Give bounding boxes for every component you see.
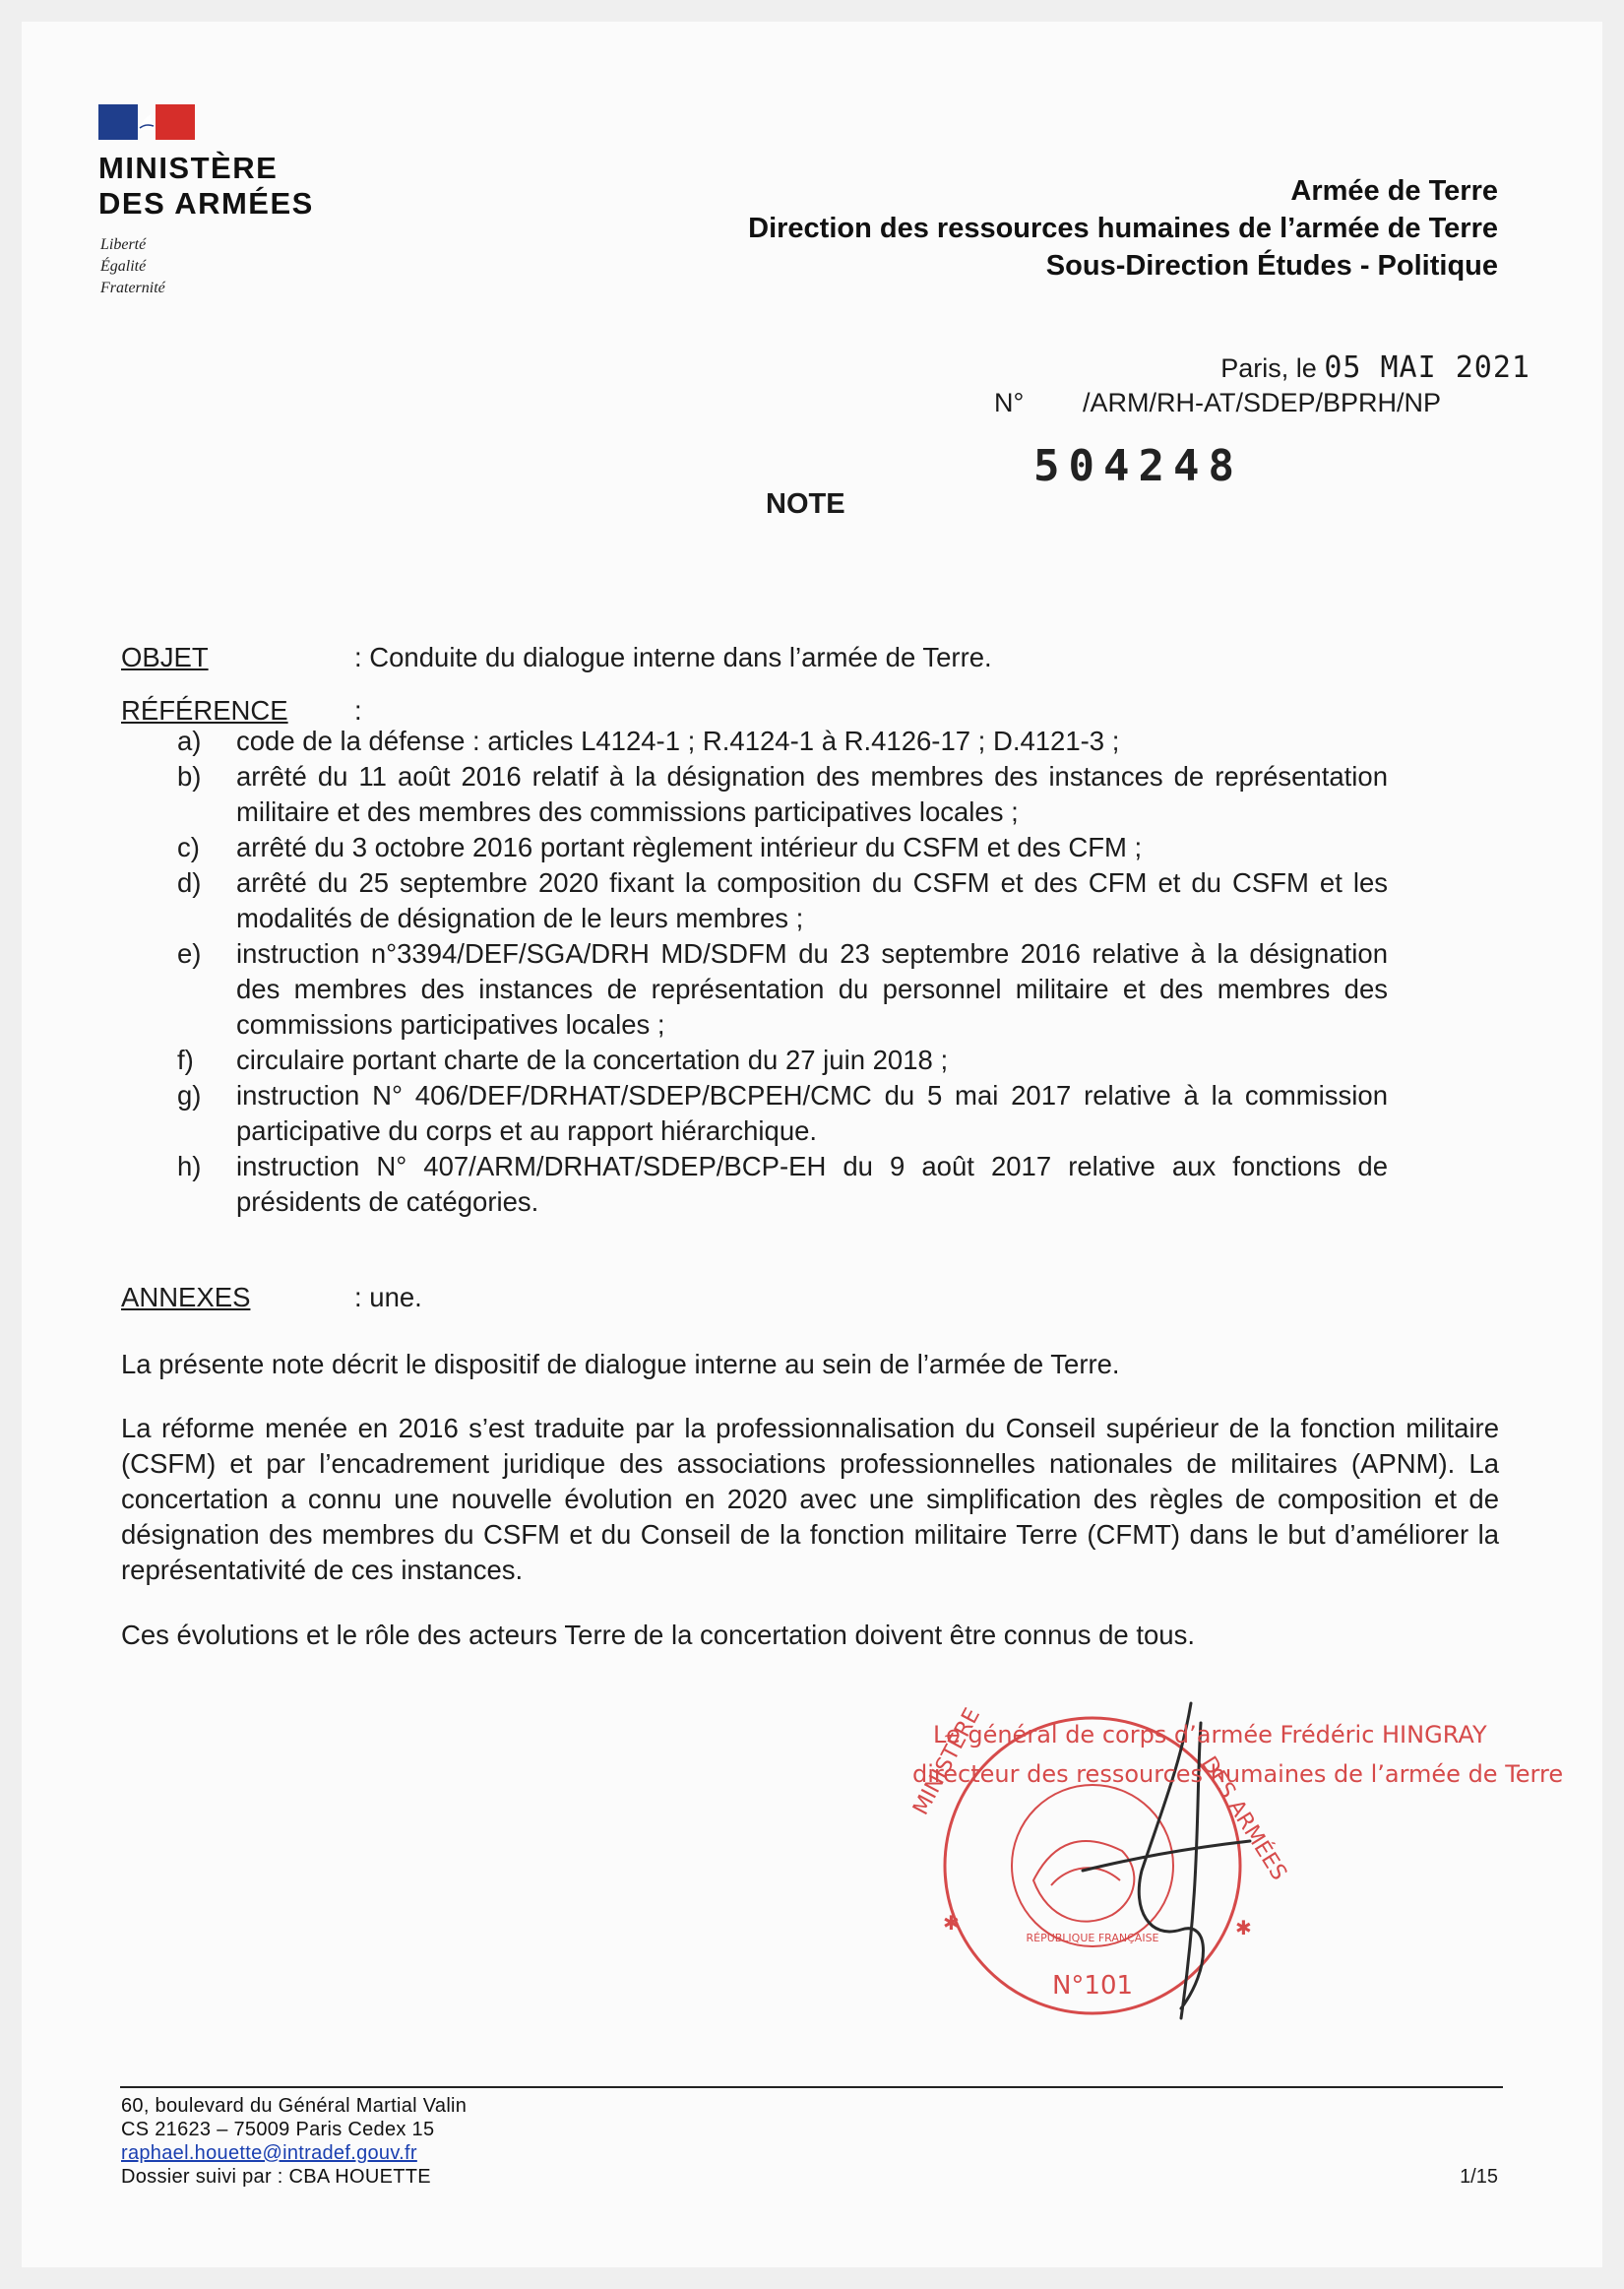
body-paragraph: La présente note décrit le dispositif de dialogue interne au sein de l’armée de Terre. [121, 1349, 1120, 1379]
svg-text:MINISTÈRE: MINISTÈRE [908, 1704, 986, 1819]
document-reference: /ARM/RH-AT/SDEP/BPRH/NP [1083, 388, 1442, 417]
reference-item: e) instruction n°3394/DEF/SGA/DRH MD/SDFM du 23 septembre 2016 relative à la désignation des membres des instances de représentation du personnel militaire et des membres des commissions participatives locales ; [177, 938, 1388, 1040]
reference-item: c) arrêté du 3 octobre 2016 portant règlement intérieur du CSFM et des CFM ; [177, 832, 1143, 862]
reference-item: b) arrêté du 11 août 2016 relatif à la désignation des membres des instances de représentation militaire et des membres des commissions participatives locales ; [177, 761, 1388, 827]
body-paragraph: Ces évolutions et le rôle des acteurs Terre de la concertation doivent être connus de tous. [121, 1620, 1195, 1650]
reference-item: f) circulaire portant charte de la concertation du 27 juin 2018 ; [177, 1045, 949, 1075]
republic-motto: Liberté Égalité Fraternité [100, 236, 165, 296]
svg-text:✱: ✱ [943, 1911, 960, 1935]
seal-inner-text: RÉPUBLIQUE FRANÇAISE [1026, 1932, 1159, 1944]
body-paragraph: La réforme menée en 2016 s’est traduite par la professionnalisation du Conseil supérieur de la fonction militaire (CSFM) et par l’encadrement juridique des associations professionnelles nationales de militaires (APNM). La concertation a connu une nouvelle évolution en 2020 avec une simplification des règles de composition et de désignation des membres du CSFM et du Conseil de la fonction militaire Terre (CFMT) dans le but d’améliorer la représentativité de ces instances. [121, 1413, 1499, 1585]
document-title: NOTE [766, 488, 845, 520]
footer-divider [120, 2086, 1503, 2088]
reference-label: RÉFÉRENCE [121, 695, 288, 726]
seal-number: N°101 [1051, 1971, 1134, 2001]
reference-item: a) code de la défense : articles L4124-1 ; R.4124-1 à R.4126-17 ; D.4121-3 ; [177, 726, 1120, 756]
marianne-logo [98, 104, 195, 140]
footer-contact [121, 2094, 467, 2189]
document-date: Paris, le 05 MAI 2021 [1220, 350, 1530, 385]
date-stamp: 05 MAI 2021 [1324, 350, 1530, 385]
contact-email-link[interactable]: raphael.houette@intradef.gouv.fr [121, 2142, 417, 2164]
document-number: N° /ARM/RH-AT/SDEP/BPRH/NP [994, 388, 1442, 417]
registration-stamp: 504248 [1033, 441, 1243, 491]
ministry-name: MINISTÈRE DES ARMÉES [98, 151, 314, 221]
signatory-title: directeur des ressources humaines de l’armée de Terre [912, 1760, 1564, 1788]
header-direction: Direction des ressources humaines de l’armée de Terre [748, 213, 1498, 244]
reference-item: h) instruction N° 407/ARM/DRHAT/SDEP/BCP-EH du 9 août 2017 relative aux fonctions de présidents de catégories. [177, 1151, 1388, 1217]
header-army: Armée de Terre [1290, 175, 1498, 207]
objet-label: OBJET [121, 642, 209, 672]
svg-text:✱: ✱ [1235, 1916, 1252, 1939]
reference-item: d) arrêté du 25 septembre 2020 fixant la composition du CSFM et des CFM et du CSFM et les modalités de désignation de le leurs membres ; [177, 867, 1388, 933]
header-subdirection: Sous-Direction Études - Politique [1045, 250, 1498, 282]
footer-address-line: 60, boulevard du Général Martial Valin [121, 2095, 468, 2117]
reference-list [177, 724, 1388, 1220]
reference-colon: : [354, 695, 362, 726]
signatory-name: Le général de corps d’armée Frédéric HINGRAY [933, 1721, 1487, 1749]
footer-address-line: CS 21623 – 75009 Paris Cedex 15 [121, 2119, 435, 2140]
annexes-value: : une. [354, 1282, 422, 1312]
footer-followed-by: Dossier suivi par : CBA HOUETTE [121, 2166, 431, 2188]
svg-text:DES ARMÉES: DES ARMÉES [1195, 1751, 1291, 1885]
reference-item: g) instruction N° 406/DEF/DRHAT/SDEP/BCPEH/CMC du 5 mai 2017 relative à la commission participative du corps et au rapport hiérarchique. [177, 1080, 1388, 1146]
annexes-label: ANNEXES [121, 1282, 251, 1312]
objet-value: : Conduite du dialogue interne dans l’armée de Terre. [354, 642, 992, 672]
page-number: 1/15 [1460, 2166, 1498, 2188]
